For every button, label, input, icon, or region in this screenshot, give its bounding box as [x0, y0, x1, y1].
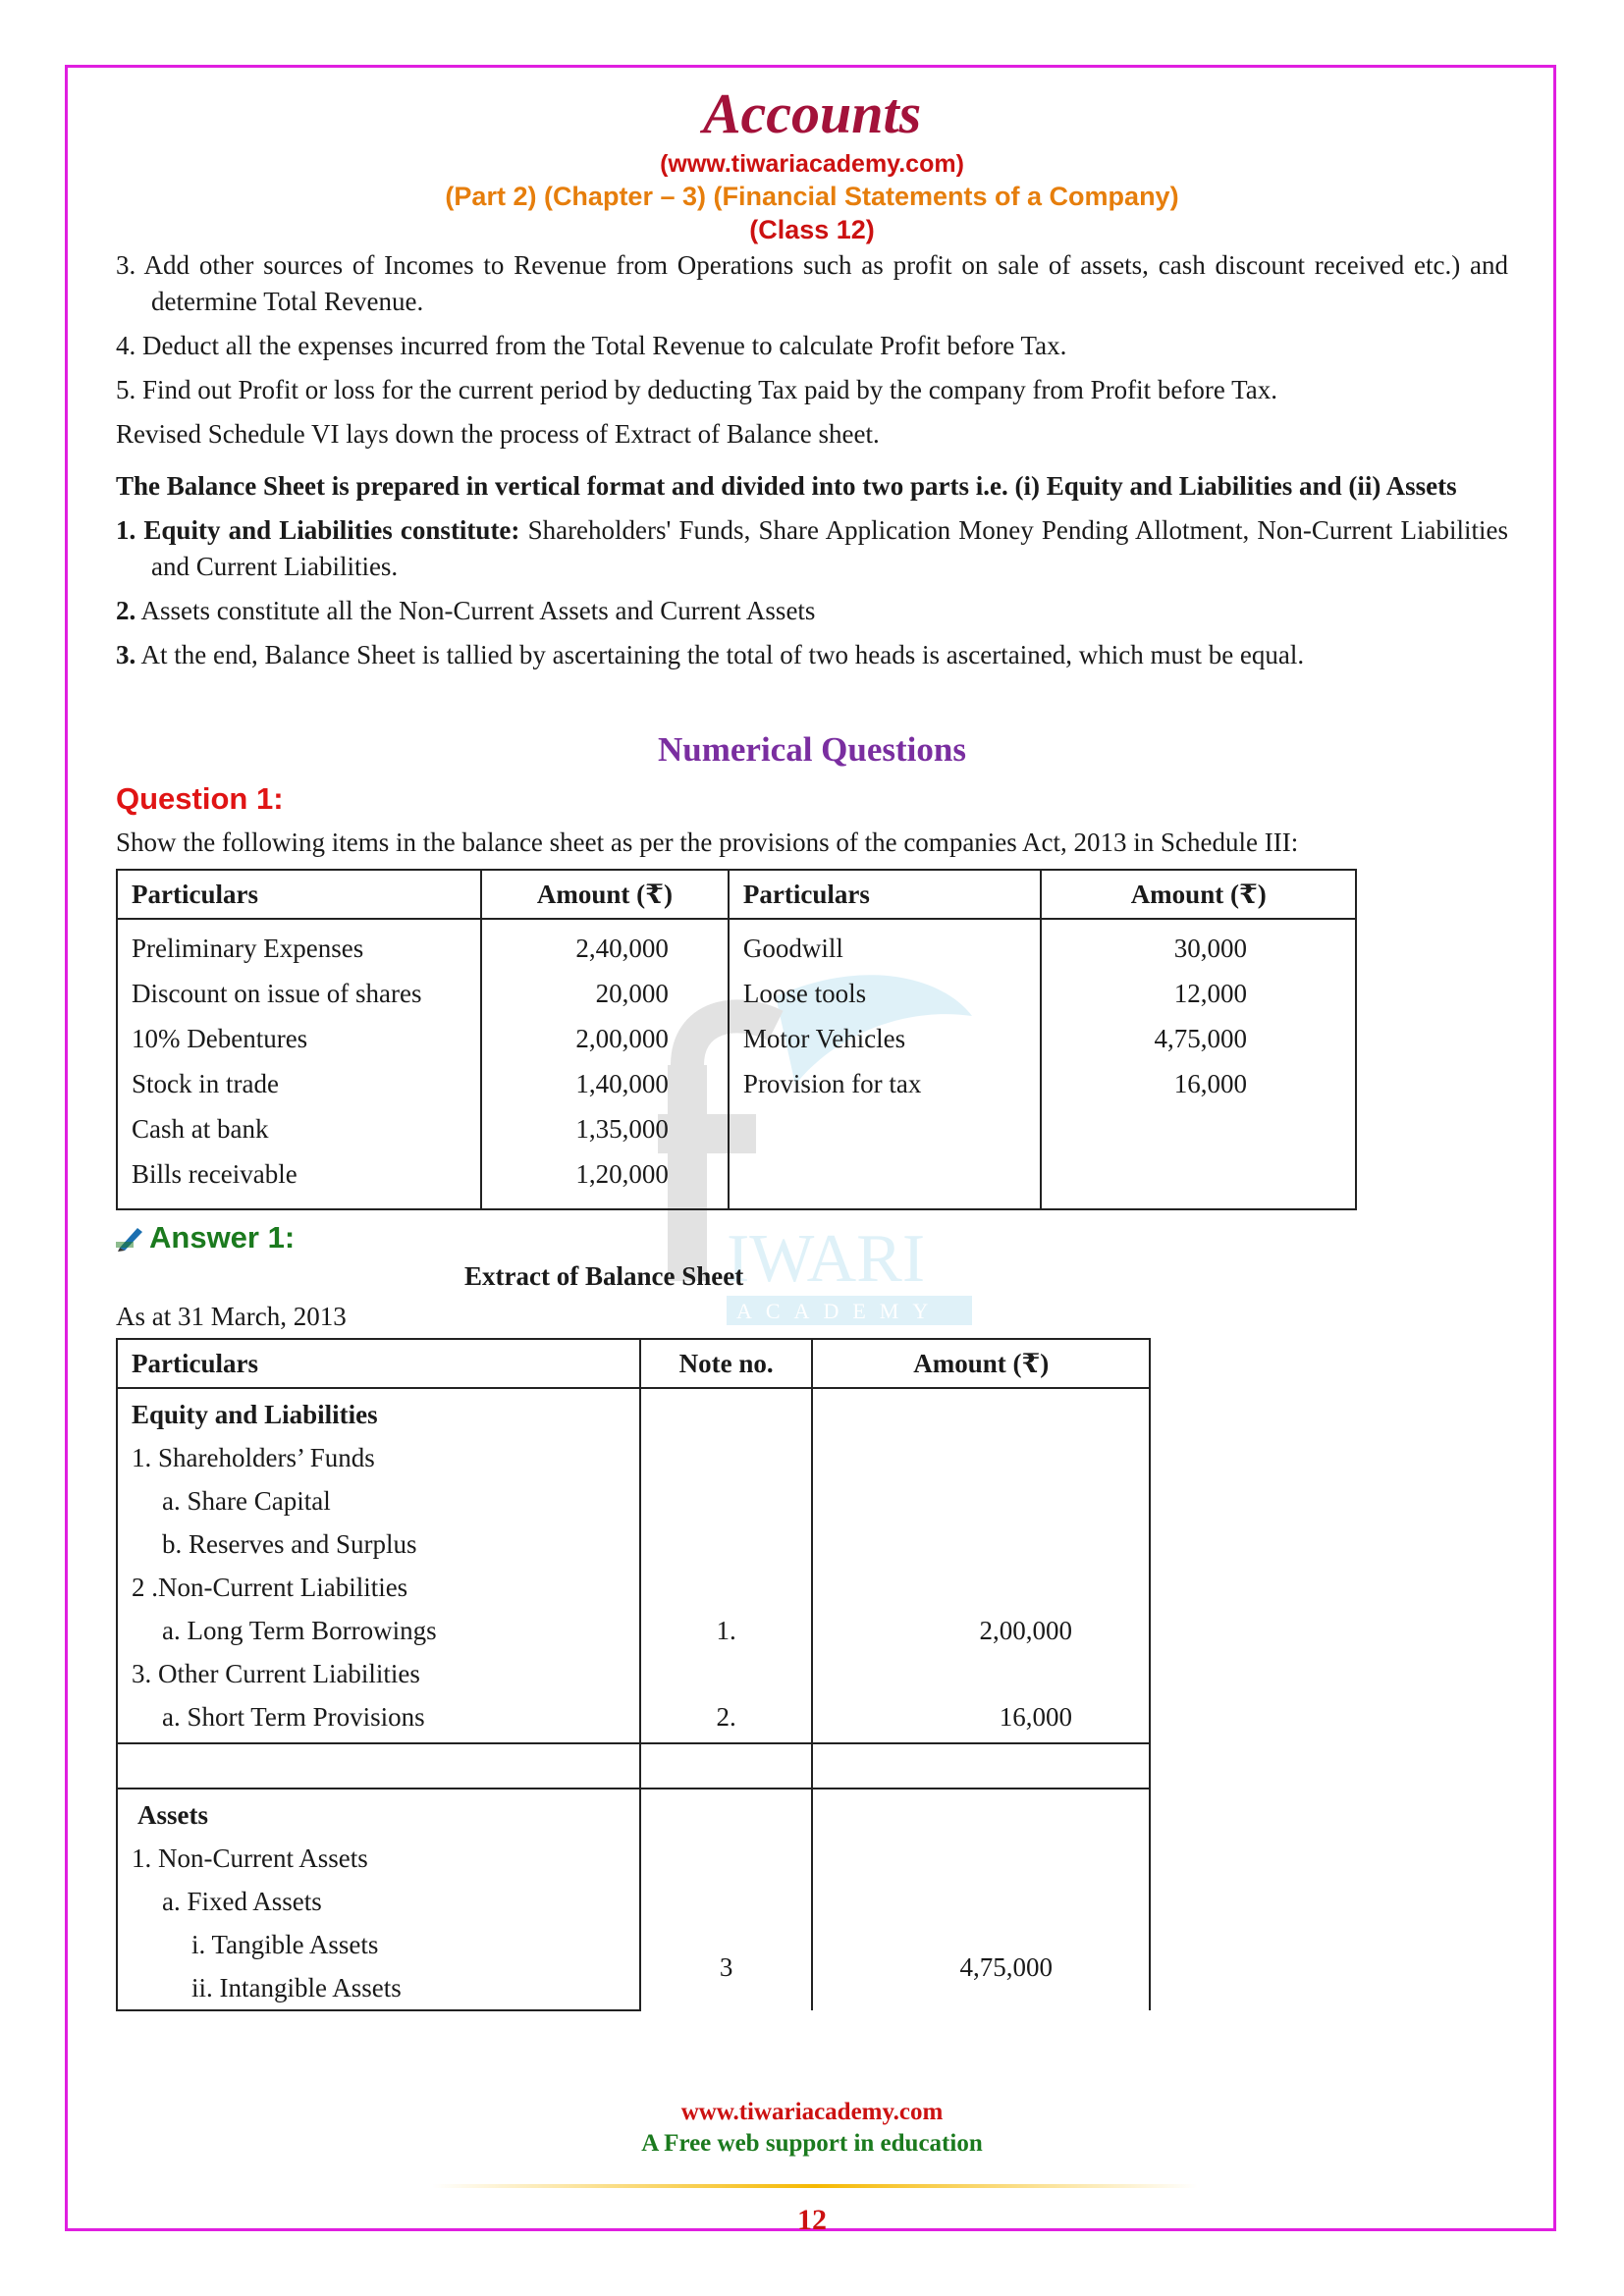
table-row	[117, 1880, 1150, 1923]
table-cell	[729, 1151, 1042, 1209]
table-cell: i. Tangible Assets	[117, 1923, 640, 1966]
table-row	[117, 1566, 1150, 1609]
table-cell	[640, 1522, 813, 1566]
table-cell: 2.	[640, 1695, 813, 1743]
header-class: (Class 12)	[749, 215, 875, 244]
table-cell	[1041, 1151, 1356, 1209]
table-cell	[640, 1837, 813, 1880]
footer-site-link[interactable]: www.tiwariacademy.com	[680, 2099, 944, 2125]
table-cell: 20,000	[481, 971, 729, 1016]
point-3	[116, 637, 1508, 673]
balance-sheet-table	[116, 1338, 1151, 2011]
point-3-text: At the end, Balance Sheet is tallied by ascertaining the total of two heads is ascertained, which must be equal.	[140, 640, 1305, 669]
table-cell: Cash at bank	[117, 1106, 481, 1151]
table-cell: Discount on issue of shares	[117, 971, 481, 1016]
page-number: 12	[797, 2204, 827, 2236]
table-cell: Bills receivable	[117, 1151, 481, 1209]
table-cell: a. Short Term Provisions	[117, 1695, 640, 1743]
table-cell	[812, 1743, 1150, 1789]
step-4: 4. Deduct all the expenses incurred from the Total Revenue to calculate Profit before Tax.	[116, 331, 1067, 360]
assets-heading: Assets	[117, 1789, 640, 1837]
table-cell	[812, 1388, 1150, 1436]
table-cell: Stock in trade	[117, 1061, 481, 1106]
table-row	[117, 1388, 1150, 1436]
table-row	[117, 1837, 1150, 1880]
table-cell	[812, 1566, 1150, 1609]
table-cell	[640, 1436, 813, 1479]
table-cell	[812, 1789, 1150, 1837]
svg-text:IWARI: IWARI	[727, 1221, 926, 1297]
col-header-particulars: Particulars	[117, 1339, 640, 1388]
point-1-number: 1.	[116, 515, 136, 545]
col-header-amount: Amount (₹)	[481, 870, 729, 919]
table-row	[117, 1151, 1356, 1209]
table-cell	[812, 1880, 1150, 1923]
header-site-link[interactable]: (www.tiwariacademy.com)	[660, 150, 964, 178]
table-cell	[812, 1522, 1150, 1566]
table-cell: 2 .Non-Current Liabilities	[117, 1566, 640, 1609]
step-5: 5. Find out Profit or loss for the current period by deducting Tax paid by the company from Profit before Tax.	[116, 375, 1277, 404]
page-title: Accounts	[702, 81, 922, 145]
table-cell: 2,40,000	[481, 919, 729, 971]
table-row	[117, 1522, 1150, 1566]
table-cell	[640, 1789, 813, 1837]
table-cell: 16,000	[812, 1695, 1150, 1743]
table-cell: Goodwill	[729, 919, 1042, 971]
table-cell: 2,00,000	[481, 1016, 729, 1061]
table-cell	[729, 1106, 1042, 1151]
table-cell: 12,000	[1041, 971, 1356, 1016]
point-1-text: Shareholders' Funds, Share Application Money Pending Allotment, Non-Current Liabilities and Current Liabilities.	[151, 515, 1509, 581]
table-cell	[812, 1436, 1150, 1479]
point-1-heading: Equity and Liabilities constitute:	[143, 515, 520, 545]
table-cell	[640, 1652, 813, 1695]
table-cell	[117, 1743, 640, 1789]
table-cell: a. Share Capital	[117, 1479, 640, 1522]
table-cell: b. Reserves and Surplus	[117, 1522, 640, 1566]
table-row	[117, 1789, 1150, 1837]
question-label: Question 1:	[116, 781, 284, 816]
table-cell: ii. Intangible Assets	[117, 1966, 640, 2010]
table-cell: 10% Debentures	[117, 1016, 481, 1061]
question-text: Show the following items in the balance sheet as per the provisions of the companies Act, 2013 in Schedule III:	[116, 828, 1299, 857]
as-at-date: As at 31 March, 2013	[116, 1302, 347, 1331]
table-cell: 2,00,000	[812, 1609, 1150, 1652]
point-2-number: 2.	[116, 596, 136, 625]
table-row	[117, 1479, 1150, 1522]
table-cell: 3	[640, 1923, 813, 2010]
pen-icon	[116, 1224, 147, 1252]
table-cell: 3. Other Current Liabilities	[117, 1652, 640, 1695]
table-cell: 1,35,000	[481, 1106, 729, 1151]
answer-label-row	[116, 1220, 1508, 1255]
table-cell: 30,000	[1041, 919, 1356, 971]
table-row	[117, 919, 1356, 971]
table-cell	[812, 1479, 1150, 1522]
table-cell: 16,000	[1041, 1061, 1356, 1106]
footer-tagline: A Free web support in education	[641, 2130, 983, 2157]
table-cell: Motor Vehicles	[729, 1016, 1042, 1061]
table-cell: a. Long Term Borrowings	[117, 1609, 640, 1652]
balance-sheet-intro: The Balance Sheet is prepared in vertical format and divided into two parts i.e. (i) Equity and Liabilities and (ii) Assets	[116, 471, 1457, 501]
equity-liabilities-heading: Equity and Liabilities	[117, 1388, 640, 1436]
table-cell: 4,75,000	[1041, 1016, 1356, 1061]
col-header-particulars: Particulars	[117, 870, 481, 919]
table-cell: 1. Shareholders’ Funds	[117, 1436, 640, 1479]
col-header-particulars: Particulars	[729, 870, 1042, 919]
col-header-amount: Amount (₹)	[1041, 870, 1356, 919]
table-row	[117, 1061, 1356, 1106]
header-subtitle: (Part 2) (Chapter – 3) (Financial Statements of a Company)	[445, 182, 1179, 211]
point-2	[116, 593, 1508, 629]
page-content	[116, 79, 1508, 2011]
table-cell: 1,20,000	[481, 1151, 729, 1209]
table-cell: 1,40,000	[481, 1061, 729, 1106]
point-3-number: 3.	[116, 640, 136, 669]
table-row	[117, 1743, 1150, 1789]
table-row	[117, 1695, 1150, 1743]
question-table-header	[117, 870, 1356, 919]
point-1	[116, 512, 1508, 585]
table-row	[117, 971, 1356, 1016]
footer-divider	[432, 2184, 1198, 2188]
table-cell: Loose tools	[729, 971, 1042, 1016]
table-row	[117, 1652, 1150, 1695]
point-2-text: Assets constitute all the Non-Current Assets and Current Assets	[140, 596, 816, 625]
table-cell: Provision for tax	[729, 1061, 1042, 1106]
table-row	[117, 1609, 1150, 1652]
table-cell: 4,75,000	[812, 1923, 1150, 2010]
svg-text:ACADEMY: ACADEMY	[736, 1299, 943, 1323]
table-cell	[640, 1479, 813, 1522]
table-cell	[812, 1837, 1150, 1880]
col-header-note: Note no.	[640, 1339, 813, 1388]
schedule-line: Revised Schedule VI lays down the process of Extract of Balance sheet.	[116, 419, 880, 449]
question-table	[116, 869, 1357, 1210]
table-cell: Preliminary Expenses	[117, 919, 481, 971]
table-cell	[1041, 1106, 1356, 1151]
extract-title: Extract of Balance Sheet	[464, 1261, 744, 1291]
table-cell	[640, 1388, 813, 1436]
table-row	[117, 1436, 1150, 1479]
table-cell: 1.	[640, 1609, 813, 1652]
answer-label: Answer 1:	[149, 1220, 296, 1255]
balance-sheet-header	[117, 1339, 1150, 1388]
table-cell: a. Fixed Assets	[117, 1880, 640, 1923]
table-cell	[640, 1743, 813, 1789]
col-header-amount: Amount (₹)	[812, 1339, 1150, 1388]
step-3: 3. Add other sources of Incomes to Revenue from Operations such as profit on sale of assets, cash discount received etc.) and determine Total Revenue.	[116, 250, 1508, 316]
section-title: Numerical Questions	[657, 730, 966, 769]
table-row	[117, 1923, 1150, 1966]
table-cell	[640, 1880, 813, 1923]
table-row	[117, 1106, 1356, 1151]
table-cell	[640, 1566, 813, 1609]
table-row	[117, 1016, 1356, 1061]
page-header	[116, 79, 1508, 245]
table-cell: 1. Non-Current Assets	[117, 1837, 640, 1880]
table-cell	[812, 1652, 1150, 1695]
